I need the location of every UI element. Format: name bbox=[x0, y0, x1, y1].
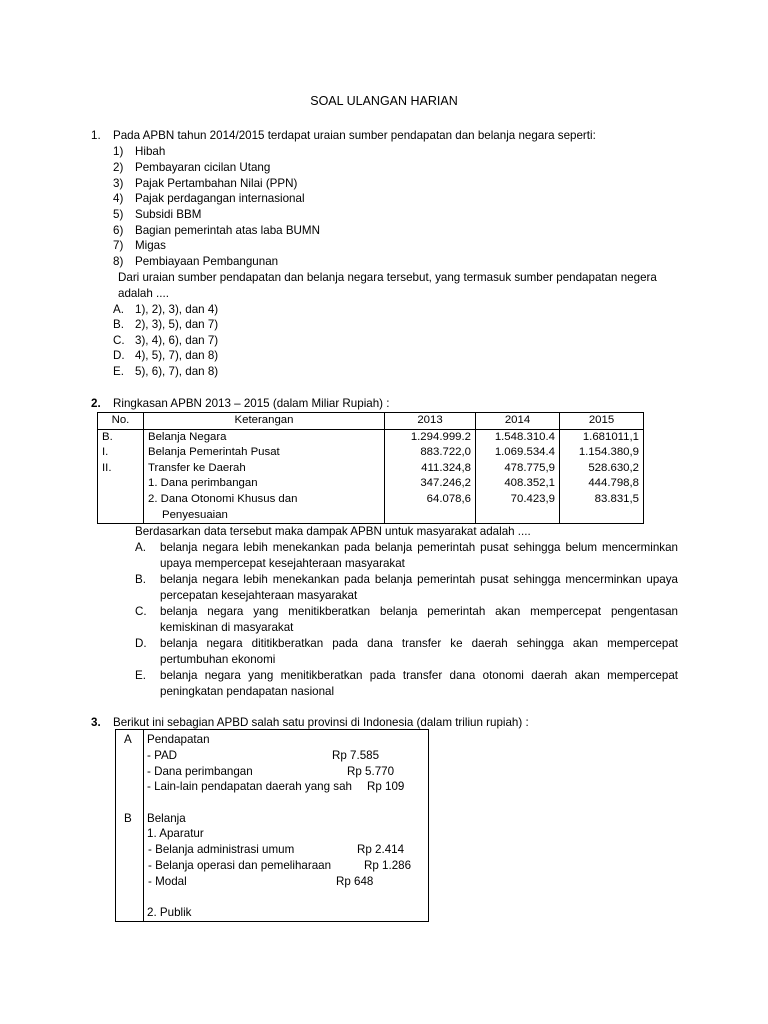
expense-item-value: Rp 1.286 bbox=[364, 859, 412, 872]
item-text: Bagian pemerintah atas laba BUMN bbox=[135, 224, 320, 237]
table-row bbox=[98, 429, 644, 445]
option-letter: B. bbox=[135, 573, 146, 586]
column-header: 2014 bbox=[476, 413, 560, 430]
option-text: 5), 6), 7), dan 8) bbox=[135, 365, 219, 378]
item-number: 1) bbox=[113, 145, 124, 158]
item-text: Migas bbox=[135, 239, 166, 252]
cell-2015: 1.154.380,9 bbox=[560, 445, 644, 461]
column-header: 2015 bbox=[560, 413, 644, 430]
expense-item-name: - Belanja administrasi umum bbox=[148, 843, 295, 856]
cell-2013: 64.078,6 bbox=[385, 492, 476, 508]
option-text: percepatan kesejahteraan masyarakat bbox=[160, 589, 358, 602]
option-letter: A. bbox=[113, 303, 124, 316]
item-number: 4) bbox=[113, 192, 124, 205]
cell-keterangan: 2. Dana Otonomi Khusus dan bbox=[144, 492, 385, 508]
option-text: belanja negara yang menitikberatkan belanja pemerintah akan mempercepat pengentasan bbox=[160, 605, 678, 618]
question-prompt: adalah .... bbox=[118, 287, 169, 300]
page-title: SOAL ULANGAN HARIAN bbox=[310, 94, 458, 108]
cell-2013: 883.722,0 bbox=[385, 445, 476, 461]
option-letter: C. bbox=[113, 334, 125, 347]
section-heading: Belanja bbox=[147, 812, 186, 825]
cell-no bbox=[98, 508, 144, 524]
cell-no bbox=[98, 492, 144, 508]
option-text: upaya mempercepat kesejahteraan masyarakat bbox=[160, 557, 405, 570]
option-text: 2), 3), 5), dan 7) bbox=[135, 318, 219, 331]
section-label: B bbox=[124, 812, 132, 825]
table-header-row bbox=[98, 413, 644, 430]
question-number: 2. bbox=[91, 397, 101, 410]
cell-keterangan: Penyesuaian bbox=[144, 508, 385, 524]
item-text: Pajak Pertambahan Nilai (PPN) bbox=[135, 177, 298, 190]
cell-2013 bbox=[385, 508, 476, 524]
expense-item-name: - Belanja operasi dan pemeliharaan bbox=[148, 859, 332, 872]
table-row bbox=[98, 492, 644, 508]
option-letter: E. bbox=[135, 669, 146, 682]
income-item-name: - Dana perimbangan bbox=[147, 765, 253, 778]
item-number: 3) bbox=[113, 177, 124, 190]
income-item-value: Rp 109 bbox=[367, 780, 405, 793]
option-text: belanja negara yang menitikberatkan pada transfer dana otonomi daerah akan mempercepat bbox=[160, 669, 678, 682]
cell-2015: 1.681011,1 bbox=[560, 429, 644, 445]
cell-keterangan: Transfer ke Daerah bbox=[144, 461, 385, 477]
cell-2014: 70.423,9 bbox=[476, 492, 560, 508]
item-number: 7) bbox=[113, 239, 124, 252]
table-row bbox=[98, 445, 644, 461]
cell-2013: 411.324,8 bbox=[385, 461, 476, 477]
item-text: Subsidi BBM bbox=[135, 208, 202, 221]
option-letter: E. bbox=[113, 365, 124, 378]
apbd-box bbox=[115, 729, 429, 922]
question-text: Berikut ini sebagian APBD salah satu provinsi di Indonesia (dalam triliun rupiah) : bbox=[113, 716, 529, 729]
table-row bbox=[98, 461, 644, 477]
column-header: No. bbox=[98, 413, 144, 430]
cell-2014: 478.775,9 bbox=[476, 461, 560, 477]
question-number: 3. bbox=[91, 716, 101, 729]
item-number: 2) bbox=[113, 161, 124, 174]
cell-2013: 1.294.999.2 bbox=[385, 429, 476, 445]
cell-keterangan: Belanja Pemerintah Pusat bbox=[144, 445, 385, 461]
section-heading: Pendapatan bbox=[147, 733, 210, 746]
table-row bbox=[98, 476, 644, 492]
income-item-name: - Lain-lain pendapatan daerah yang sah bbox=[147, 780, 352, 793]
question-number: 1. bbox=[91, 129, 101, 142]
column-header: Keterangan bbox=[144, 413, 385, 430]
table-row bbox=[98, 508, 644, 524]
column-header: 2013 bbox=[385, 413, 476, 430]
income-item-value: Rp 7.585 bbox=[332, 749, 380, 762]
item-text: Pembayaran cicilan Utang bbox=[135, 161, 271, 174]
option-letter: A. bbox=[135, 541, 146, 554]
cell-no bbox=[98, 476, 144, 492]
question-text: Ringkasan APBN 2013 – 2015 (dalam Miliar Rupiah) : bbox=[113, 397, 390, 410]
column-divider bbox=[143, 730, 144, 921]
subsection-heading: 1. Aparatur bbox=[147, 827, 204, 840]
expense-item-name: - Modal bbox=[148, 875, 187, 888]
cell-2015: 528.630,2 bbox=[560, 461, 644, 477]
income-item-value: Rp 5.770 bbox=[347, 765, 395, 778]
cell-keterangan: Belanja Negara bbox=[144, 429, 385, 445]
item-text: Pajak perdagangan internasional bbox=[135, 192, 305, 205]
option-letter: D. bbox=[113, 349, 125, 362]
cell-2015: 444.798,8 bbox=[560, 476, 644, 492]
cell-no: I. bbox=[98, 445, 144, 461]
option-letter: C. bbox=[135, 605, 147, 618]
apbn-table bbox=[97, 412, 644, 524]
option-text: 3), 4), 6), dan 7) bbox=[135, 334, 219, 347]
option-text: kemiskinan di masyarakat bbox=[160, 621, 294, 634]
cell-2015: 83.831,5 bbox=[560, 492, 644, 508]
subsection-heading: 2. Publik bbox=[147, 906, 192, 919]
option-text: belanja negara lebih menekankan pada belanja pemerintah pusat sehingga mencerminkan upaya bbox=[160, 573, 678, 586]
option-text: 1), 2), 3), dan 4) bbox=[135, 303, 219, 316]
income-item-name: - PAD bbox=[147, 749, 178, 762]
cell-2015 bbox=[560, 508, 644, 524]
cell-2014: 1.548.310.4 bbox=[476, 429, 560, 445]
cell-no: B. bbox=[98, 429, 144, 445]
cell-no: II. bbox=[98, 461, 144, 477]
cell-keterangan: 1. Dana perimbangan bbox=[144, 476, 385, 492]
option-text: peningkatan pendapatan nasional bbox=[160, 685, 335, 698]
option-text: 4), 5), 7), dan 8) bbox=[135, 349, 219, 362]
section-label: A bbox=[124, 733, 132, 746]
cell-2014 bbox=[476, 508, 560, 524]
cell-2014: 408.352,1 bbox=[476, 476, 560, 492]
option-text: pertumbuhan ekonomi bbox=[160, 653, 276, 666]
item-text: Hibah bbox=[135, 145, 166, 158]
item-number: 5) bbox=[113, 208, 124, 221]
item-number: 6) bbox=[113, 224, 124, 237]
expense-item-value: Rp 2.414 bbox=[357, 843, 405, 856]
question-text: Pada APBN tahun 2014/2015 terdapat uraian sumber pendapatan dan belanja negara seperti: bbox=[113, 129, 596, 142]
item-text: Pembiayaan Pembangunan bbox=[135, 255, 279, 268]
item-number: 8) bbox=[113, 255, 124, 268]
option-text: belanja negara lebih menekankan pada belanja pemerintah pusat sehingga belum mencerminkan bbox=[160, 541, 678, 554]
cell-2013: 347.246,2 bbox=[385, 476, 476, 492]
option-text: belanja negara dititikberatkan pada dana transfer ke daerah sehingga akan mempercepat bbox=[160, 637, 678, 650]
cell-2014: 1.069.534.4 bbox=[476, 445, 560, 461]
expense-item-value: Rp 648 bbox=[336, 875, 374, 888]
option-letter: B. bbox=[113, 318, 124, 331]
option-letter: D. bbox=[135, 637, 147, 650]
question-prompt: Berdasarkan data tersebut maka dampak APBN untuk masyarakat adalah .... bbox=[135, 525, 531, 538]
question-prompt: Dari uraian sumber pendapatan dan belanja negara tersebut, yang termasuk sumber pendapatan negera bbox=[118, 271, 657, 284]
